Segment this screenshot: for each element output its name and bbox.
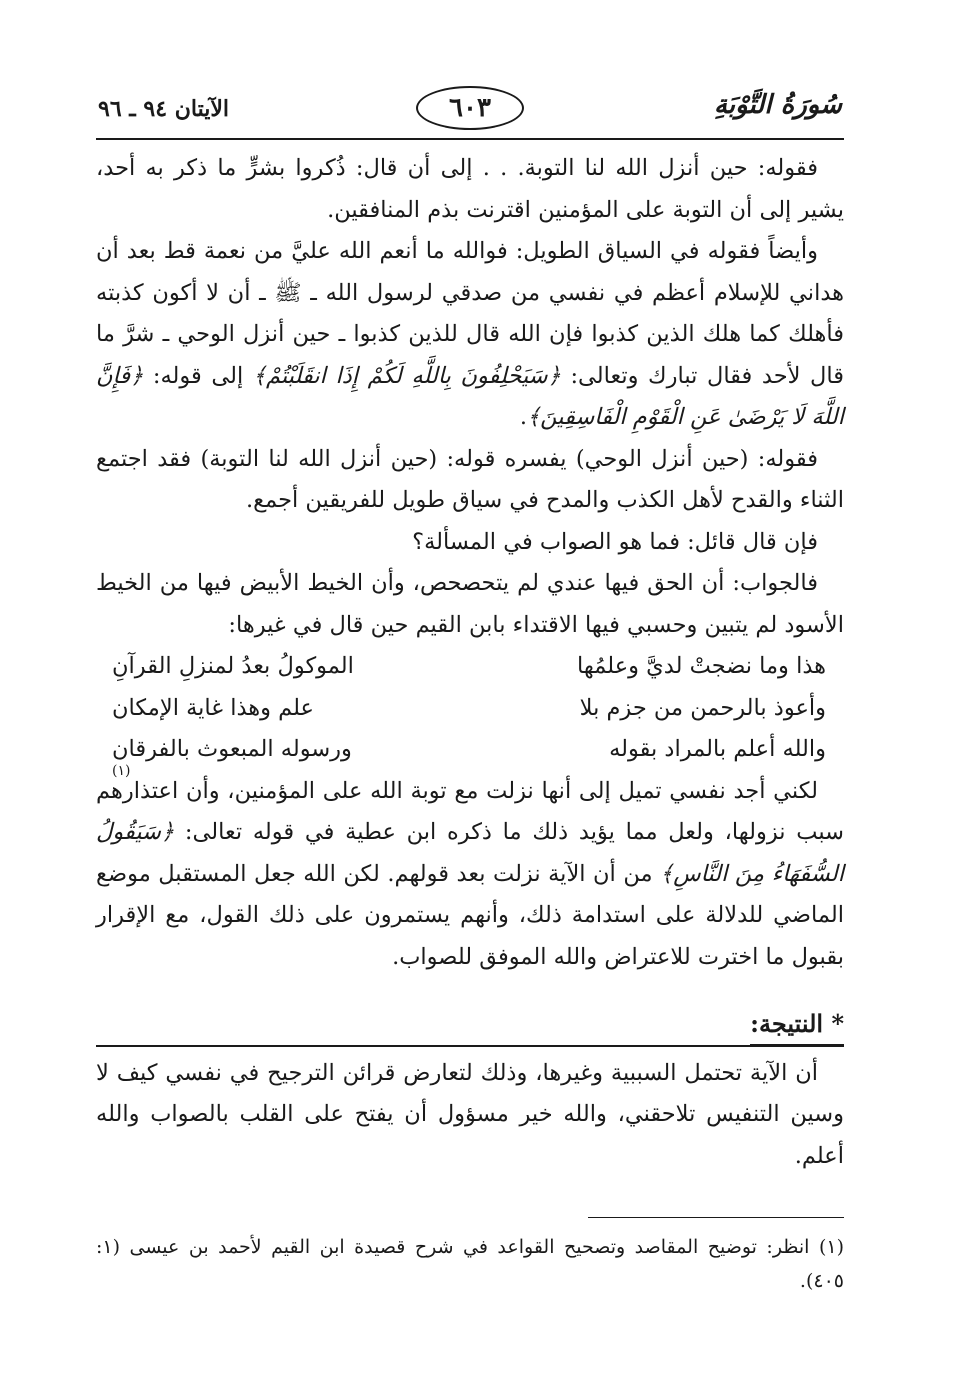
poem-verse-first-half: وأعوذ بالرحمن من جزم بلا: [579, 694, 826, 721]
poem-verse: [96, 688, 844, 730]
main-text: [96, 148, 844, 1177]
footnote-text: (١) انظر: توضيح المقاصد وتصحيح القواعد في شرح قصيدة ابن القيم لأحمد بن عيسى (١: ٤٠٥).: [96, 1236, 844, 1292]
conclusion-text: أن الآية تحتمل السببية وغيرها، وذلك لتعارض قرائن الترجيح في نفسي كيف لا وسين التنفيس تلاحقني، والله خير مسؤول أن يفتح على القلب بالصواب والله أعلم.: [96, 1059, 844, 1169]
poem-verse: [96, 646, 844, 688]
page-number: ٦٠٣: [416, 86, 524, 130]
ayat-range: الآيتان ٩٤ ـ ٩٦: [98, 96, 229, 122]
surah-title: سُورَةُ التَّوْبَةِ: [713, 90, 842, 120]
footnote: [96, 1230, 844, 1298]
quran-quote-3: ﴿سَيَقُولُ السُّفَهَاءُ مِنَ النَّاسِ﴾: [96, 819, 844, 887]
poem-verse-first-half: والله أعلم بالمراد بقوله: [609, 736, 826, 762]
poem-verse-second-half-text: ورسوله المبعوث بالفرقان: [112, 736, 352, 762]
paragraph-2: [96, 231, 844, 439]
quran-quote-2: ﴿فَإِنَّ اللَّهَ لَا يَرْضَىٰ عَنِ الْقَوْمِ الْفَاسِقِينَ﴾: [96, 362, 844, 430]
paragraph-2-text-c: .: [519, 404, 527, 430]
poem-verse-second-half: الموكولُ بعدُ لمنزلِ القرآنِ: [112, 653, 354, 679]
header-rule: [96, 138, 844, 140]
paragraph-2-text-b: إلى قوله:: [143, 362, 253, 389]
poem: [96, 646, 844, 779]
poem-verse: [96, 729, 844, 779]
conclusion-heading: * النتيجة:: [750, 1004, 844, 1046]
paragraph-3: فقوله: (حين أنزل الوحي) يفسره قوله: (حين أنزل الله لنا التوبة) فقد اجتمع الثناء والقدح لأهل الكذب والمدح في سياق طويل للفريقين أجمع.: [96, 445, 844, 513]
poem-verse-second-half: ورسوله المبعوث بالفرقان (١): [112, 729, 442, 771]
page-header: [96, 82, 844, 148]
paragraph-1: فقوله: حين أنزل الله لنا التوبة. . . إلى أن قال: ذُكروا بشرٍّ ما ذكر به أحد، يشير إلى أن التوبة على المؤمنين اقترنت بذم المنافقين.: [96, 155, 844, 223]
quran-quote-1: ﴿سَيَحْلِفُونَ بِاللَّهِ لَكُمْ إِذَا انقَلَبْتُمْ﴾: [252, 362, 561, 389]
book-page: [96, 82, 844, 1322]
paragraph-6: [96, 771, 844, 979]
paragraph-6-text-a: لكني أجد نفسي تميل إلى أنها نزلت مع توبة الله على المؤمنين، وأن اعتذارهم سبب نزولها، ولعل مما يؤيد ذلك ما ذكره ابن عطية في قوله تعالى:: [96, 777, 844, 845]
conclusion-rule: [96, 1045, 844, 1047]
footnote-separator: [588, 1217, 844, 1218]
paragraph-2-text-a: وأيضاً فقوله في السياق الطويل: فوالله ما أنعم الله عليَّ من نعمة قط بعد أن هداني للإسلام أعظم في نفسي من صدقي لرسول الله ـ ﷺ ـ أن لا أكون كذبته فأهلك كما هلك الذين كذبوا فإن الله قال للذين كذبوا ـ حين أنزل الوحي ـ شرَّ ما قال لأحد فقال تبارك وتعالى:: [96, 238, 844, 389]
paragraph-4: فإن قال قائل: فما هو الصواب في المسألة؟: [412, 528, 818, 555]
paragraph-6-text-b: من أن الآية نزلت بعد قولهم. لكن الله جعل المستقبل موضع الماضي للدلالة على استدامة ذلك، وأنهم يستمرون على ذلك القول، مع الإقرار بقبول ما اخترت للاعتراض والله الموفق للصواب.: [96, 860, 844, 970]
poem-verse-first-half: هذا وما نضجتْ لديَّ وعلمُها: [577, 653, 826, 679]
paragraph-5: فالجواب: أن الحق فيها عندي لم يتحصحص، وأن الخيط الأبيض فيها من الخيط الأسود لم يتبين وحسبي فيها الاقتداء بابن القيم حين قال في غيرها:: [96, 570, 844, 638]
poem-verse-second-half: علم وهذا غاية الإمكان: [112, 694, 314, 721]
